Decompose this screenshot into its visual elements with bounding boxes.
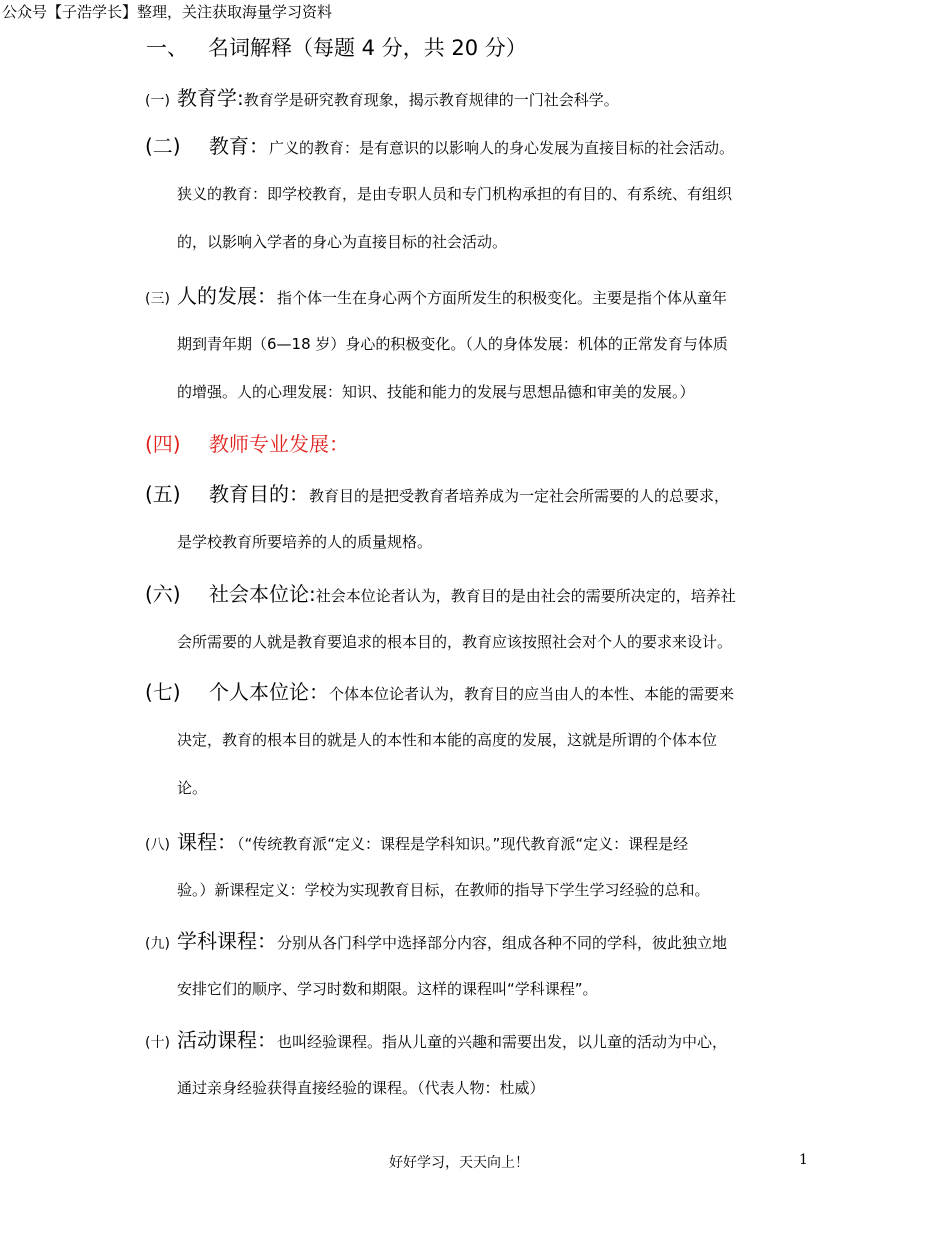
section-heading [146,32,527,62]
entry-1 [145,78,805,126]
section-number: 一、 [146,36,188,60]
entry-definition: （“传统教育派“定义：课程是学科知识。”现代教育派“定义：课程是经 [237,835,689,853]
entry-definition-line: 会所需要的人就是教育要追求的根本目的，教育应该按照社会对个人的要求来设计。 [177,633,733,651]
entry-marker: (二) [145,134,181,158]
entry-term: 课程： [177,830,237,854]
entry-definition-line: 论。 [177,779,208,797]
entry-3 [145,276,805,420]
entry-term: 社会本位论: [209,582,316,606]
entry-definition-line: 通过亲身经验获得直接经验的课程。（代表人物：杜威） [177,1079,545,1097]
entry-term: 个人本位论： [209,680,329,704]
entry-marker: (五) [145,482,181,506]
entry-definition-line: 期到青年期（6—18 岁）身心的积极变化。（人的身体发展：机体的正常发育与体质 [177,335,728,353]
entry-definition: 也叫经验课程。指从儿童的兴趣和需要出发，以儿童的活动为中心， [277,1033,728,1051]
entry-10 [145,1020,805,1116]
entry-marker: (九) [145,936,170,952]
entry-definition: 教育学是研究教育现象，揭示教育规律的一门社会科学。 [243,91,619,109]
entry-definition-line: 安排它们的顺序、学习时数和期限。这样的课程叫“学科课程”。 [177,980,598,998]
entry-term: 人的发展： [177,284,277,308]
entry-8 [145,822,805,918]
entry-term: 教育目的： [209,482,309,506]
entry-7 [145,672,805,816]
entry-4 [145,424,805,472]
entry-definition: 个体本位论者认为，教育目的应当由人的本性、本能的需要来 [329,685,735,703]
entry-term: 学科课程： [177,929,277,953]
entry-definition-line: 的，以影响入学者的身心为直接目标的社会活动。 [177,233,508,251]
entry-definition-line: 狭义的教育：即学校教育，是由专职人员和专门机构承担的有目的、有系统、有组织 [177,185,733,203]
entry-term: 教育： [209,134,269,158]
entry-marker: (一) [145,93,170,109]
entry-definition: 教育目的是把受教育者培养成为一定社会所需要的人的总要求， [309,487,730,505]
entry-definition-line: 决定，教育的根本目的就是人的本性和本能的高度的发展，这就是所谓的个体本位 [177,731,718,749]
entry-term: 教育学: [177,86,244,110]
entry-marker: (六) [145,582,181,606]
entry-marker: (四) [145,432,181,456]
entry-5 [145,474,805,570]
page-number: 1 [799,1152,808,1168]
entry-marker: (七) [145,680,181,704]
entry-definition-line: 是学校教育所要培养的人的质量规格。 [177,533,433,551]
entry-term: 活动课程： [177,1028,277,1052]
entry-2 [145,126,805,270]
entry-definition: 指个体一生在身心两个方面所发生的积极变化。主要是指个体从童年 [277,289,728,307]
entry-term: 教师专业发展： [209,432,349,456]
watermark-text: 公众号【子浩学长】整理，关注获取海量学习资料 [2,3,333,21]
footer-slogan: 好好学习，天天向上！ [389,1155,529,1171]
entry-9 [145,921,805,1017]
section-title: 名词解释（每题 4 分，共 20 分） [208,36,527,60]
entry-definition: 广义的教育：是有意识的以影响人的身心发展为直接目标的社会活动。 [269,139,735,157]
entry-definition: 社会本位论者认为，教育目的是由社会的需要所决定的，培养社 [315,587,736,605]
entry-definition: 分别从各门科学中选择部分内容，组成各种不同的学科，彼此独立地 [277,934,728,952]
entry-definition-line: 验。）新课程定义：学校为实现教育目标，在教师的指导下学生学习经验的总和。 [177,881,710,899]
entry-definition-line: 的增强。人的心理发展：知识、技能和能力的发展与思想品德和审美的发展。） [177,383,695,401]
entry-marker: (十) [145,1035,170,1051]
entry-marker: (八) [145,837,170,853]
entry-marker: (三) [145,291,170,307]
entry-6 [145,574,805,670]
